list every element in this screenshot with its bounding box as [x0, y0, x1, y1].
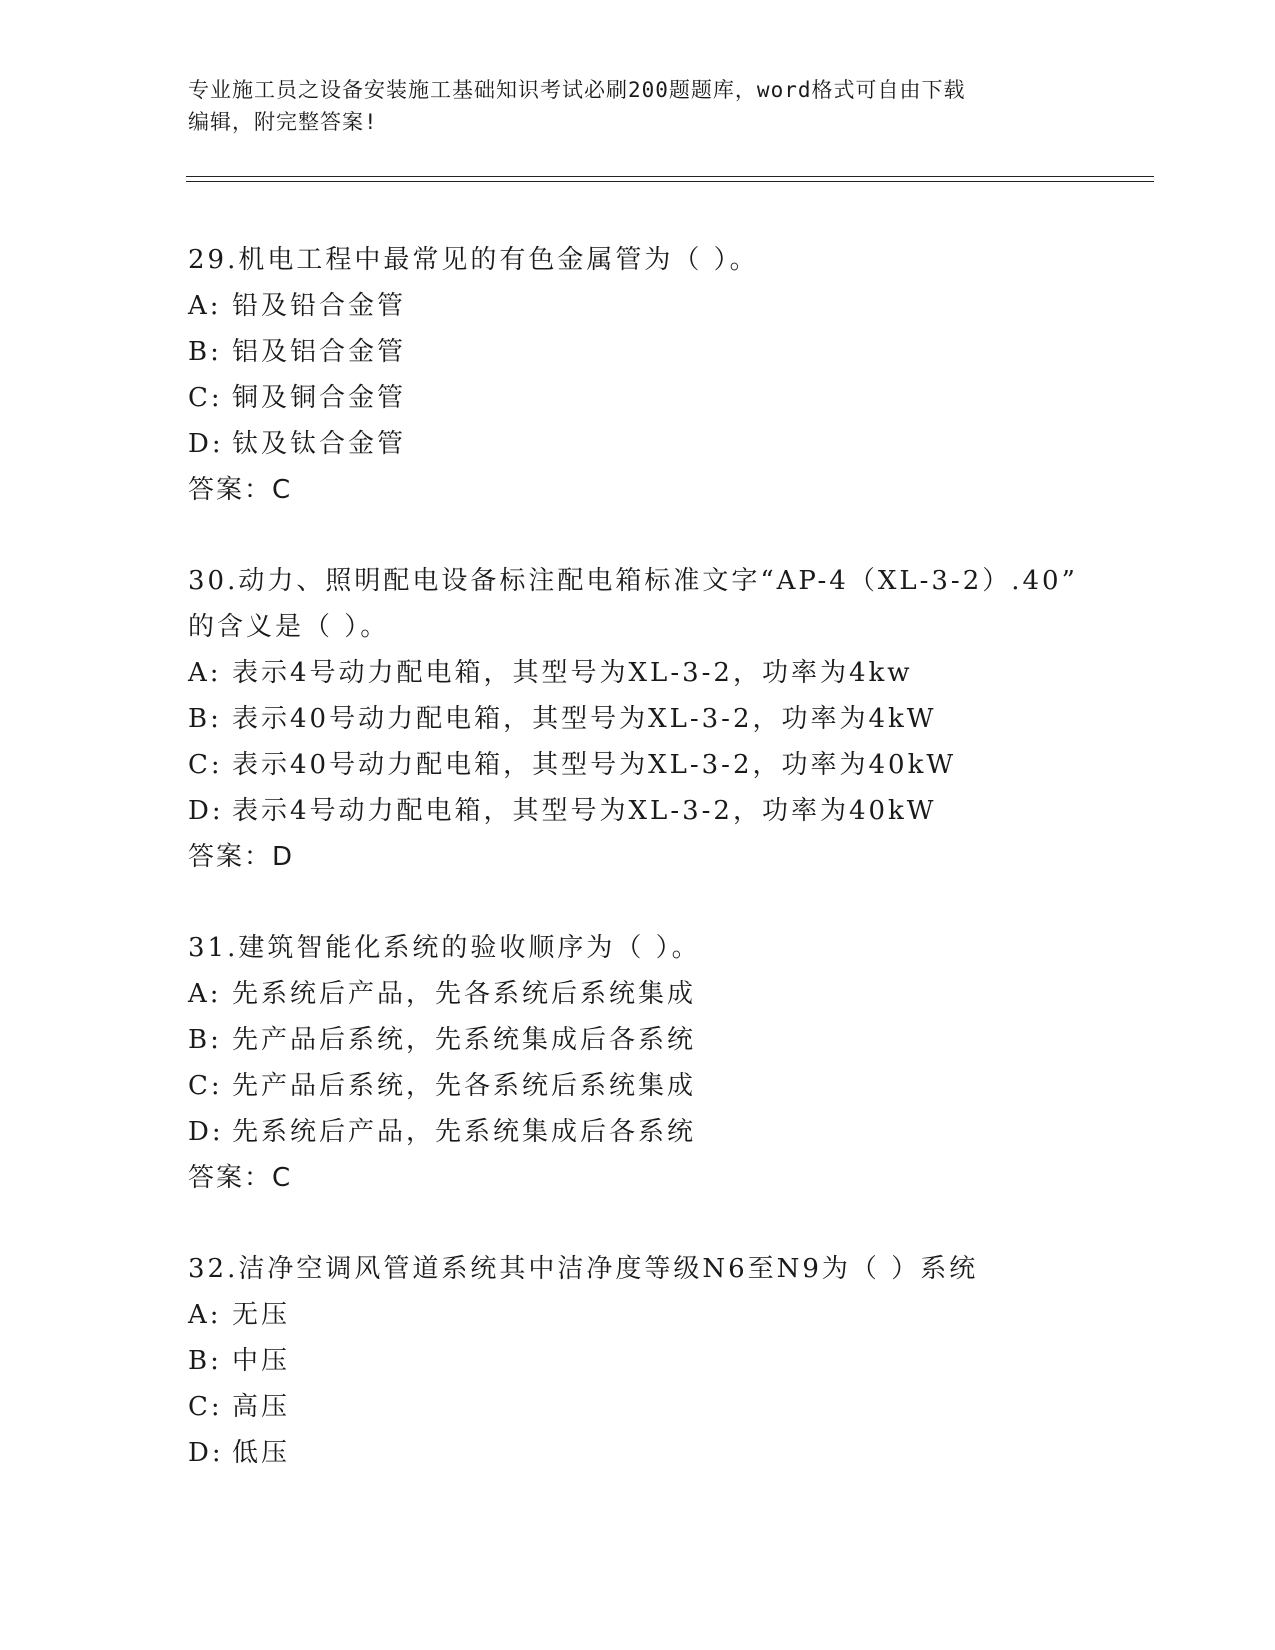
question-stem: 31.建筑智能化系统的验收顺序为（ ）。 — [188, 933, 701, 963]
option-text: 铅及铅合金管 — [232, 291, 407, 321]
option-letter: B: — [188, 1346, 222, 1376]
option-c — [188, 1063, 1188, 1109]
option-letter: C: — [188, 750, 223, 780]
option-text: 先产品后系统，先各系统后系统集成 — [232, 1071, 697, 1101]
question-32 — [188, 1246, 1188, 1476]
option-text: 先系统后产品，先系统集成后各系统 — [232, 1117, 697, 1147]
option-c — [188, 1384, 1188, 1430]
header-title-line2: 编辑，附完整答案! — [188, 110, 378, 134]
question-stem-line2: 的含义是（ ）。 — [188, 612, 390, 642]
option-b — [188, 1017, 1188, 1063]
header-divider-bottom — [186, 181, 1154, 182]
option-a — [188, 971, 1188, 1017]
header-title-line1: 专业施工员之设备安装施工基础知识考试必刷200题题库，word格式可自由下载 — [188, 78, 966, 102]
question-stem: 29.机电工程中最常见的有色金属管为（ ）。 — [188, 245, 759, 275]
option-text: 中压 — [232, 1346, 291, 1376]
answer-line: 答案：C — [188, 1163, 293, 1193]
question-31 — [188, 925, 1188, 1201]
option-a — [188, 283, 1188, 329]
option-letter: B: — [188, 337, 222, 367]
option-letter: B: — [188, 1025, 222, 1055]
document-header — [188, 74, 1068, 138]
option-b — [188, 329, 1188, 375]
option-text: 高压 — [232, 1392, 291, 1422]
question-29 — [188, 237, 1188, 513]
option-text: 表示4号动力配电箱，其型号为XL-3-2，功率为4kw — [232, 658, 913, 688]
option-d — [188, 1109, 1188, 1155]
option-d — [188, 788, 1188, 834]
answer-line: 答案：D — [188, 842, 295, 872]
option-text: 表示40号动力配电箱，其型号为XL-3-2，功率为4kW — [232, 704, 937, 734]
option-text: 表示40号动力配电箱，其型号为XL-3-2，功率为40kW — [232, 750, 957, 780]
option-letter: D: — [188, 1117, 224, 1147]
option-letter: D: — [188, 429, 224, 459]
option-text: 低压 — [232, 1438, 291, 1468]
option-text: 表示4号动力配电箱，其型号为XL-3-2，功率为40kW — [232, 796, 937, 826]
option-d — [188, 1430, 1188, 1476]
option-letter: A: — [188, 291, 222, 321]
option-text: 铝及铝合金管 — [232, 337, 407, 367]
question-stem-line1: 30.动力、照明配电设备标注配电箱标准文字“AP-4（XL-3-2）.40” — [188, 566, 1078, 596]
option-text: 钛及钛合金管 — [232, 429, 407, 459]
question-stem: 32.洁净空调风管道系统其中洁净度等级N6至N9为（ ）系统 — [188, 1254, 979, 1284]
option-b — [188, 696, 1188, 742]
option-b — [188, 1338, 1188, 1384]
option-letter: D: — [188, 796, 224, 826]
option-text: 先产品后系统，先系统集成后各系统 — [232, 1025, 697, 1055]
option-c — [188, 742, 1188, 788]
option-text: 铜及铜合金管 — [232, 383, 407, 413]
question-list — [188, 237, 1188, 1521]
option-letter: A: — [188, 658, 222, 688]
option-text: 无压 — [232, 1300, 291, 1330]
option-d — [188, 421, 1188, 467]
option-letter: D: — [188, 1438, 224, 1468]
option-letter: B: — [188, 704, 222, 734]
option-c — [188, 375, 1188, 421]
option-a — [188, 1292, 1188, 1338]
option-letter: A: — [188, 1300, 222, 1330]
option-text: 先系统后产品，先各系统后系统集成 — [232, 979, 697, 1009]
option-letter: C: — [188, 1392, 223, 1422]
question-30 — [188, 558, 1188, 880]
option-a — [188, 650, 1188, 696]
answer-line: 答案：C — [188, 475, 293, 505]
option-letter: C: — [188, 1071, 223, 1101]
option-letter: C: — [188, 383, 223, 413]
header-divider-top — [186, 176, 1154, 177]
option-letter: A: — [188, 979, 222, 1009]
